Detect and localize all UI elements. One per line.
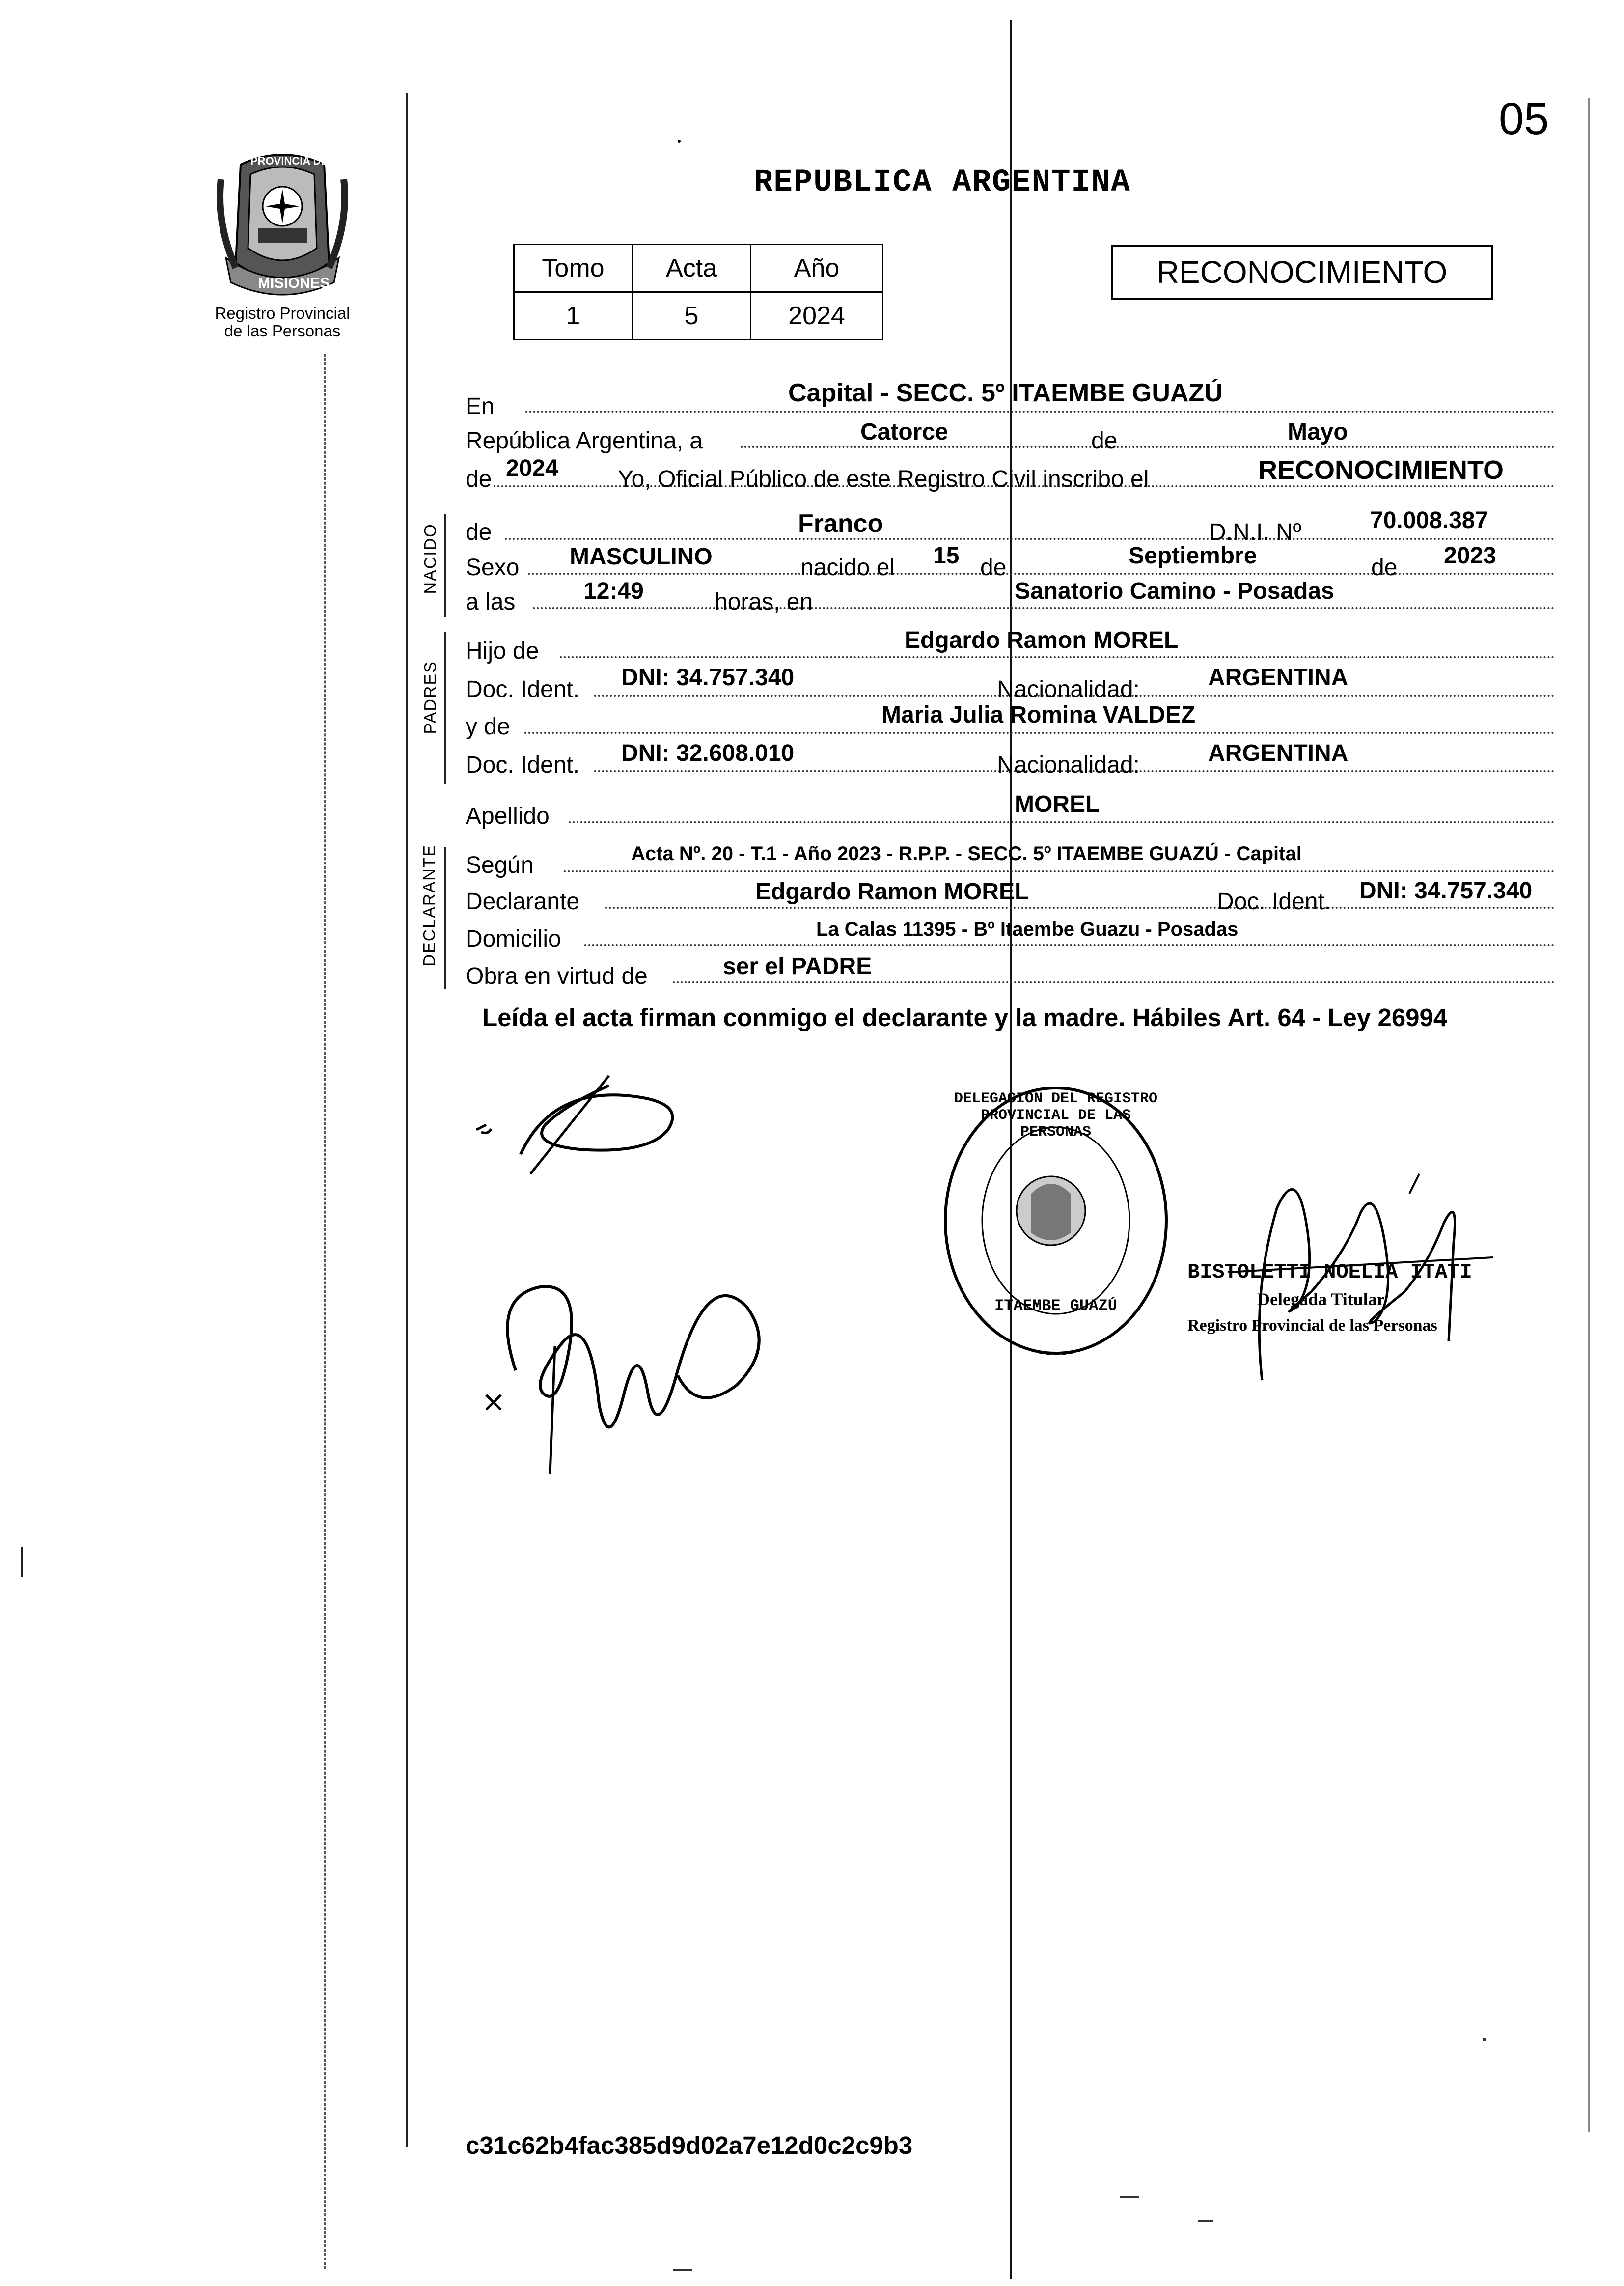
line-hijo <box>560 656 1555 658</box>
stamp-inner-text: ITAEMBE GUAZÚ <box>994 1297 1117 1315</box>
registry-caption: Registro Provincial de las Personas <box>215 304 350 340</box>
act-reference-table <box>513 244 883 340</box>
value-doc-ident-3: DNI: 34.757.340 <box>1359 878 1533 904</box>
scan-speck <box>673 2269 692 2271</box>
official-name: BISTOLETTI NOELIA ITATI <box>1187 1260 1472 1284</box>
logo-arc-text: PROVINCIA DE <box>250 155 329 167</box>
label-segun: Según <box>466 852 534 878</box>
edge-tick <box>21 1547 23 1577</box>
side-label-nacido: NACIDO <box>421 523 440 594</box>
value-apellido: MOREL <box>1015 791 1100 817</box>
value-nacido-day: 15 <box>933 543 960 569</box>
closing-statement: Leída el acta firman conmigo el declarante y la madre. Hábiles Art. 64 - Ley 26994 <box>482 1004 1448 1031</box>
value-nombre: Franco <box>798 509 883 538</box>
right-margin-line <box>1588 98 1590 2132</box>
value-padre: Edgardo Ramon MOREL <box>905 627 1179 653</box>
mother-signature <box>471 1248 815 1503</box>
binding-mark-line <box>324 354 326 2269</box>
value-en: Capital - SECC. 5º ITAEMBE GUAZÚ <box>788 379 1223 407</box>
line-hora <box>533 607 1555 609</box>
value-obra: ser el PADRE <box>723 953 872 979</box>
text-yo-oficial: Yo, Oficial Público de este Registro Civil inscribo el <box>618 466 1149 492</box>
value-nacionalidad-2: ARGENTINA <box>1208 740 1349 766</box>
value-declarante: Edgardo Ramon MOREL <box>755 879 1029 905</box>
label-nacionalidad-2: Nacionalidad: <box>997 752 1140 778</box>
table-value-ano: 2024 <box>751 292 883 340</box>
value-lugar: Sanatorio Camino - Posadas <box>1015 578 1334 604</box>
value-segun: Acta Nº. 20 - T.1 - Año 2023 - R.P.P. - SECC. 5º ITAEMBE GUAZÚ - Capital <box>631 843 1302 864</box>
province-logo <box>211 150 354 302</box>
value-day: Catorce <box>860 419 948 445</box>
act-type-box <box>1111 245 1493 300</box>
label-declarante: Declarante <box>466 889 580 915</box>
label-de-year: de <box>466 466 492 492</box>
line-obra <box>673 981 1555 983</box>
table-header-tomo: Tomo <box>514 245 633 292</box>
label-apellido: Apellido <box>466 803 550 829</box>
value-hora: 12:49 <box>583 578 644 604</box>
label-y-de: y de <box>466 714 510 740</box>
left-margin-line <box>406 93 408 2147</box>
label-sexo: Sexo <box>466 555 520 581</box>
value-doc-ident-1: DNI: 34.757.340 <box>621 665 795 691</box>
table-value-tomo: 1 <box>514 292 633 340</box>
line-domicilio <box>584 944 1555 946</box>
official-registry: Registro Provincial de las Personas <box>1187 1316 1437 1335</box>
stamp-ring-text: DELEGACION DEL REGISTRO PROVINCIAL DE LAS PERSONAS <box>954 1090 1158 1141</box>
table-value-acta: 5 <box>633 292 751 340</box>
table-header-acta: Acta <box>633 245 751 292</box>
value-nacido-year: 2023 <box>1444 543 1496 569</box>
label-de-nombre: de <box>466 519 492 545</box>
value-domicilio: La Calas 11395 - Bº Itaembe Guazu - Posadas <box>816 919 1239 940</box>
registry-stamp <box>933 1076 1179 1366</box>
value-inscribo: RECONOCIMIENTO <box>1258 455 1504 485</box>
label-horas-en: horas, en <box>715 589 813 615</box>
value-dni: 70.008.387 <box>1370 507 1488 533</box>
line-apellido <box>569 821 1555 823</box>
label-de-nac-year: de <box>1371 555 1398 581</box>
line-republica <box>741 446 1555 448</box>
line-en <box>525 411 1555 413</box>
table-header-ano: Año <box>751 245 883 292</box>
value-sexo: MASCULINO <box>570 544 713 570</box>
label-doc-ident-2: Doc. Ident. <box>466 752 580 778</box>
line-sexo <box>528 573 1555 575</box>
official-title: Delegada Titular <box>1257 1289 1385 1309</box>
label-a-las: a las <box>466 589 516 615</box>
logo-banner-text: MISIONES <box>258 275 330 291</box>
label-hijo-de: Hijo de <box>466 638 539 664</box>
declarant-signature <box>462 1071 717 1189</box>
label-domicilio: Domicilio <box>466 926 561 952</box>
value-madre: Maria Julia Romina VALDEZ <box>881 702 1196 728</box>
declarante-bracket <box>444 847 446 989</box>
nacido-bracket <box>444 514 446 617</box>
label-doc-ident-1: Doc. Ident. <box>466 676 580 702</box>
document-hash: c31c62b4fac385d9d02a7e12d0c2c9b3 <box>466 2131 913 2159</box>
label-dni: D.N.I. Nº <box>1209 519 1302 545</box>
scan-speck <box>1483 2038 1486 2041</box>
value-month: Mayo <box>1288 419 1348 445</box>
page-number: 05 <box>1499 94 1549 144</box>
side-label-declarante: DECLARANTE <box>420 844 439 967</box>
line-segun <box>564 870 1555 872</box>
label-de-nac-month: de <box>980 555 1007 581</box>
value-year: 2024 <box>506 455 558 481</box>
label-de-month: de <box>1091 428 1118 454</box>
document-title: REPUBLICA ARGENTINA <box>754 165 1131 200</box>
scan-speck <box>1120 2196 1139 2198</box>
value-nacido-month: Septiembre <box>1129 543 1257 569</box>
label-obra: Obra en virtud de <box>466 963 648 989</box>
value-doc-ident-2: DNI: 32.608.010 <box>621 740 795 766</box>
act-type: RECONOCIMIENTO <box>1156 254 1448 290</box>
value-nacionalidad-1: ARGENTINA <box>1208 665 1349 691</box>
padres-bracket <box>444 632 446 784</box>
side-label-padres: PADRES <box>421 661 440 734</box>
scan-speck <box>678 140 681 143</box>
label-en: En <box>466 393 495 419</box>
line-yde <box>524 732 1555 734</box>
label-doc-ident-3: Doc. Ident. <box>1217 889 1331 915</box>
label-republica: República Argentina, a <box>466 428 703 454</box>
label-nacido-el: nacido el <box>800 555 895 581</box>
label-nacionalidad-1: Nacionalidad: <box>997 676 1140 702</box>
line-declarante <box>605 907 1555 909</box>
line-nombre <box>505 538 1555 540</box>
scan-speck <box>1198 2220 1213 2222</box>
